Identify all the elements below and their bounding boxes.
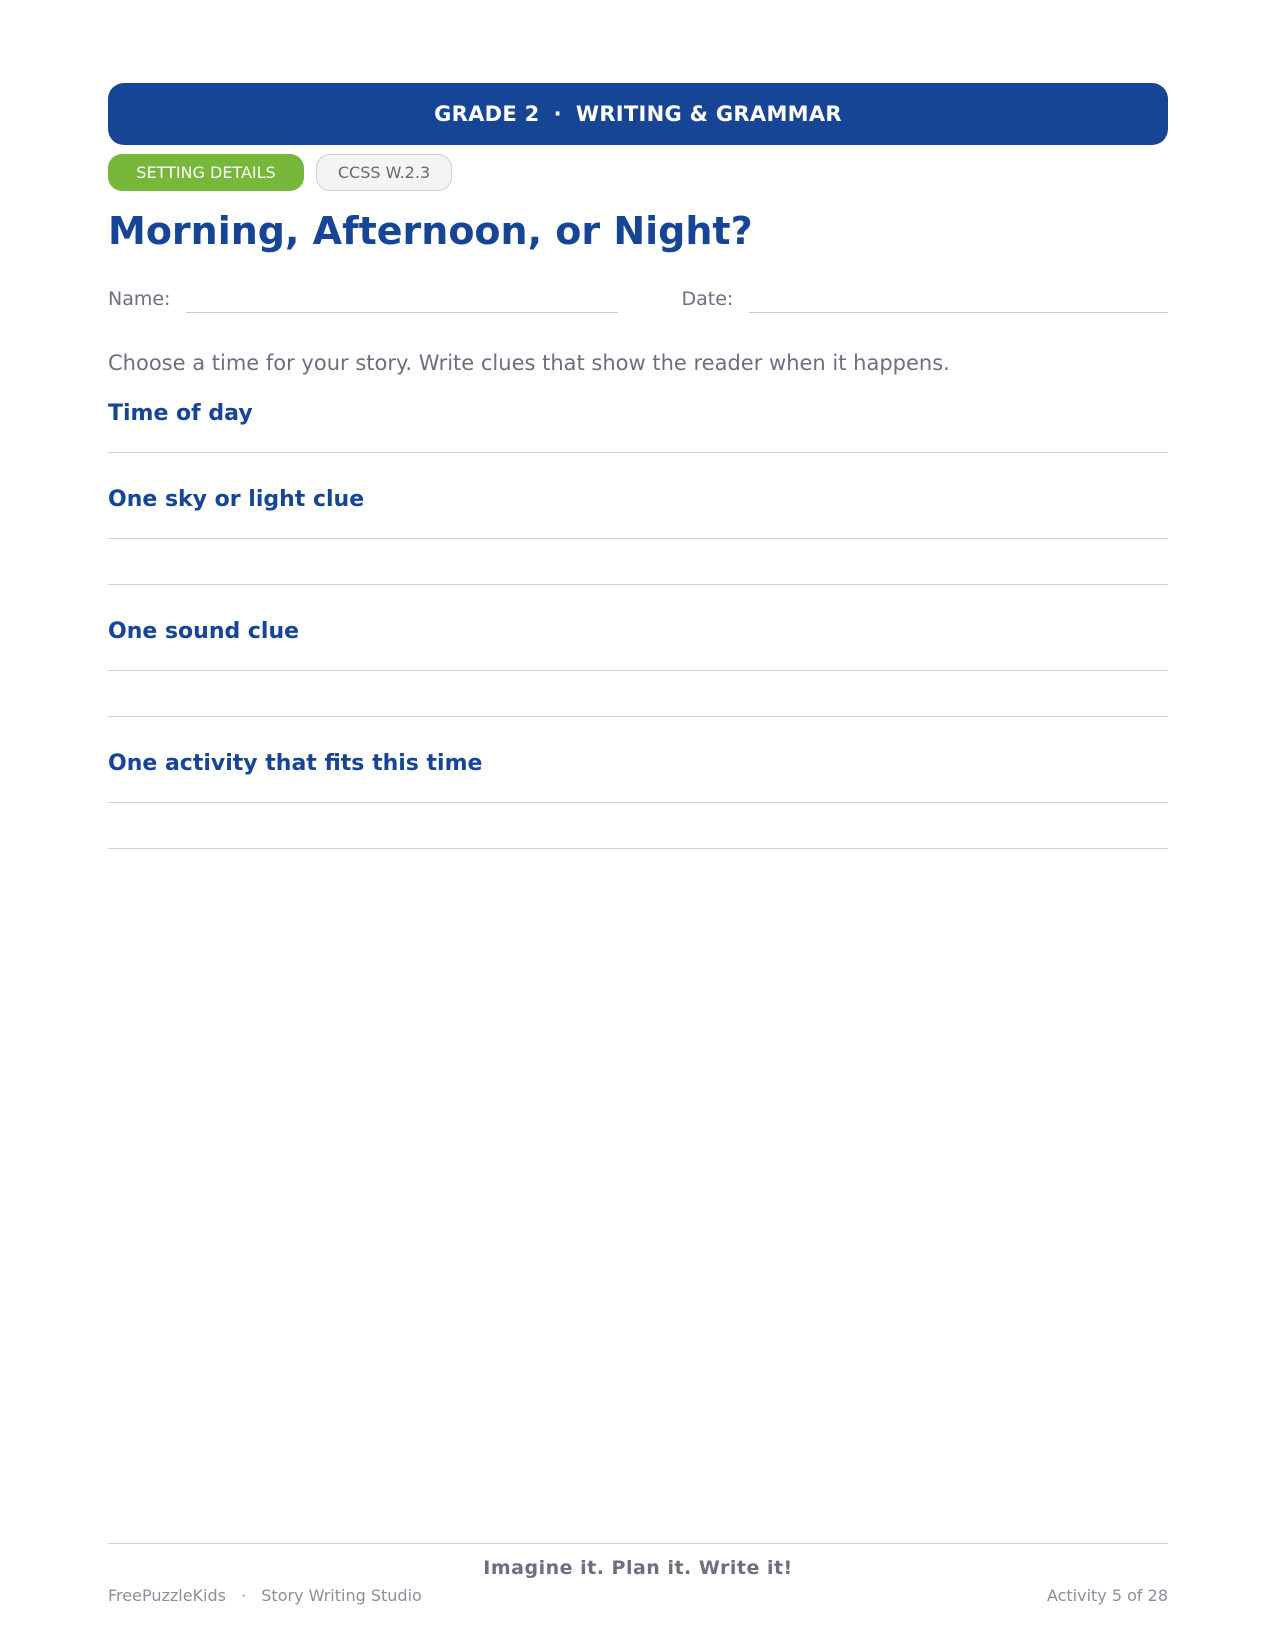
header-banner [108,83,1168,145]
section-heading: One sound clue [108,618,300,644]
subject-label: WRITING & GRAMMAR [575,102,842,126]
name-field[interactable] [186,284,618,313]
writing-line[interactable] [108,671,1168,717]
writing-line[interactable] [108,426,1168,453]
section-sound-clue [108,619,1168,717]
page-title: Morning, Afternoon, or Night? [108,209,753,253]
section-time-of-day [108,401,1168,453]
section-heading: Time of day [108,400,253,426]
topic-tag: SETTING DETAILS [108,154,304,191]
footer-separator: · [241,1586,247,1605]
date-field[interactable] [749,284,1168,313]
writing-line[interactable] [108,776,1168,803]
worksheet-page [108,83,1168,1623]
footer-divider [108,1543,1168,1544]
name-label: Name: [108,287,171,310]
writing-line[interactable] [108,644,1168,671]
product-name: Story Writing Studio [261,1586,422,1605]
footer-brand [108,1586,422,1605]
date-label: Date: [681,287,734,310]
activity-counter: Activity 5 of 28 [1046,1586,1168,1605]
name-date-row [108,281,1168,313]
prompt-sections [108,401,1168,849]
section-sky-light-clue [108,487,1168,585]
standard-tag: CCSS W.2.3 [316,154,452,191]
instructions: Choose a time for your story. Write clues that show the reader when it happens. [108,350,950,375]
writing-line[interactable] [108,803,1168,849]
tag-row [108,154,1168,191]
header-separator: · [553,102,562,126]
footer-tagline: Imagine it. Plan it. Write it! [483,1557,793,1579]
section-heading: One activity that fits this time [108,750,483,776]
writing-line[interactable] [108,512,1168,539]
writing-line[interactable] [108,539,1168,585]
section-activity [108,751,1168,849]
brand-name: FreePuzzleKids [108,1586,226,1605]
grade-label: GRADE 2 [434,102,540,126]
section-heading: One sky or light clue [108,486,365,512]
